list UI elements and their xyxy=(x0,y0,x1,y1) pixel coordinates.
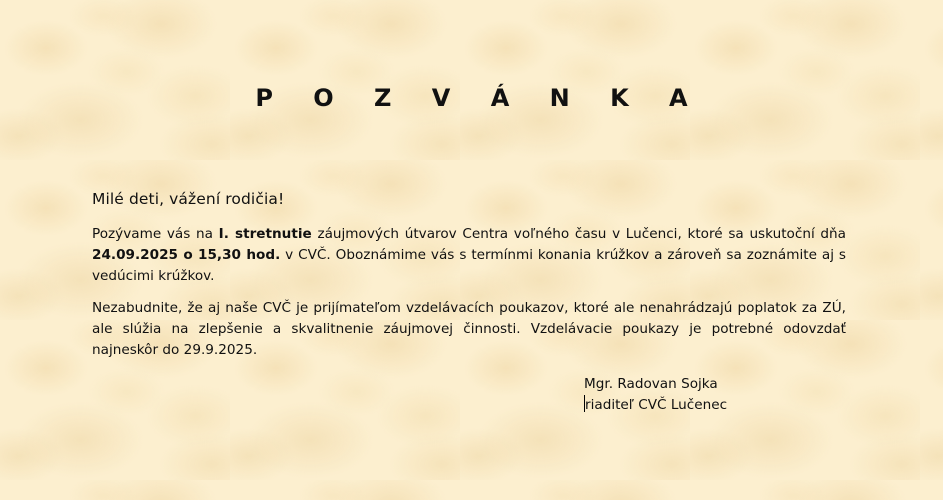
paragraph-vouchers: Nezabudnite, že aj naše CVČ je prijímateľom vzdelávacích poukazov, ktoré ale nenahrádzajú poplatok za ZÚ, ale slúžia na zlepšenie a skvalitnenie záujmovej činnosti. Vzdelávacie poukazy je potrebné odovzdať najneskôr do 29.9.2025. xyxy=(92,300,846,358)
paragraph-text: v CVČ. Oboznámime vás s termínmi konania krúžkov a zároveň sa zoznámite aj s vedúcimi krúžkov. xyxy=(92,247,846,284)
meeting-date-time: 24.09.2025 o 15,30 hod. xyxy=(92,247,281,263)
signature-name: Mgr. Radovan Sojka xyxy=(584,376,718,392)
document-title: P O Z V Á N K A xyxy=(255,84,704,112)
paragraph-text: Pozývame vás na xyxy=(92,226,219,242)
paragraph-text: záujmových útvarov Centra voľného času v Lučenci, ktoré sa uskutoční dňa xyxy=(311,226,846,242)
meeting-name: I. stretnutie xyxy=(218,226,312,242)
paragraph-invitation xyxy=(92,224,846,287)
signature-role: riaditeľ CVČ Lučenec xyxy=(585,397,728,413)
greeting: Milé deti, vážení rodičia! xyxy=(92,190,285,208)
signature-role-line xyxy=(584,395,727,416)
signature-block xyxy=(584,374,727,416)
